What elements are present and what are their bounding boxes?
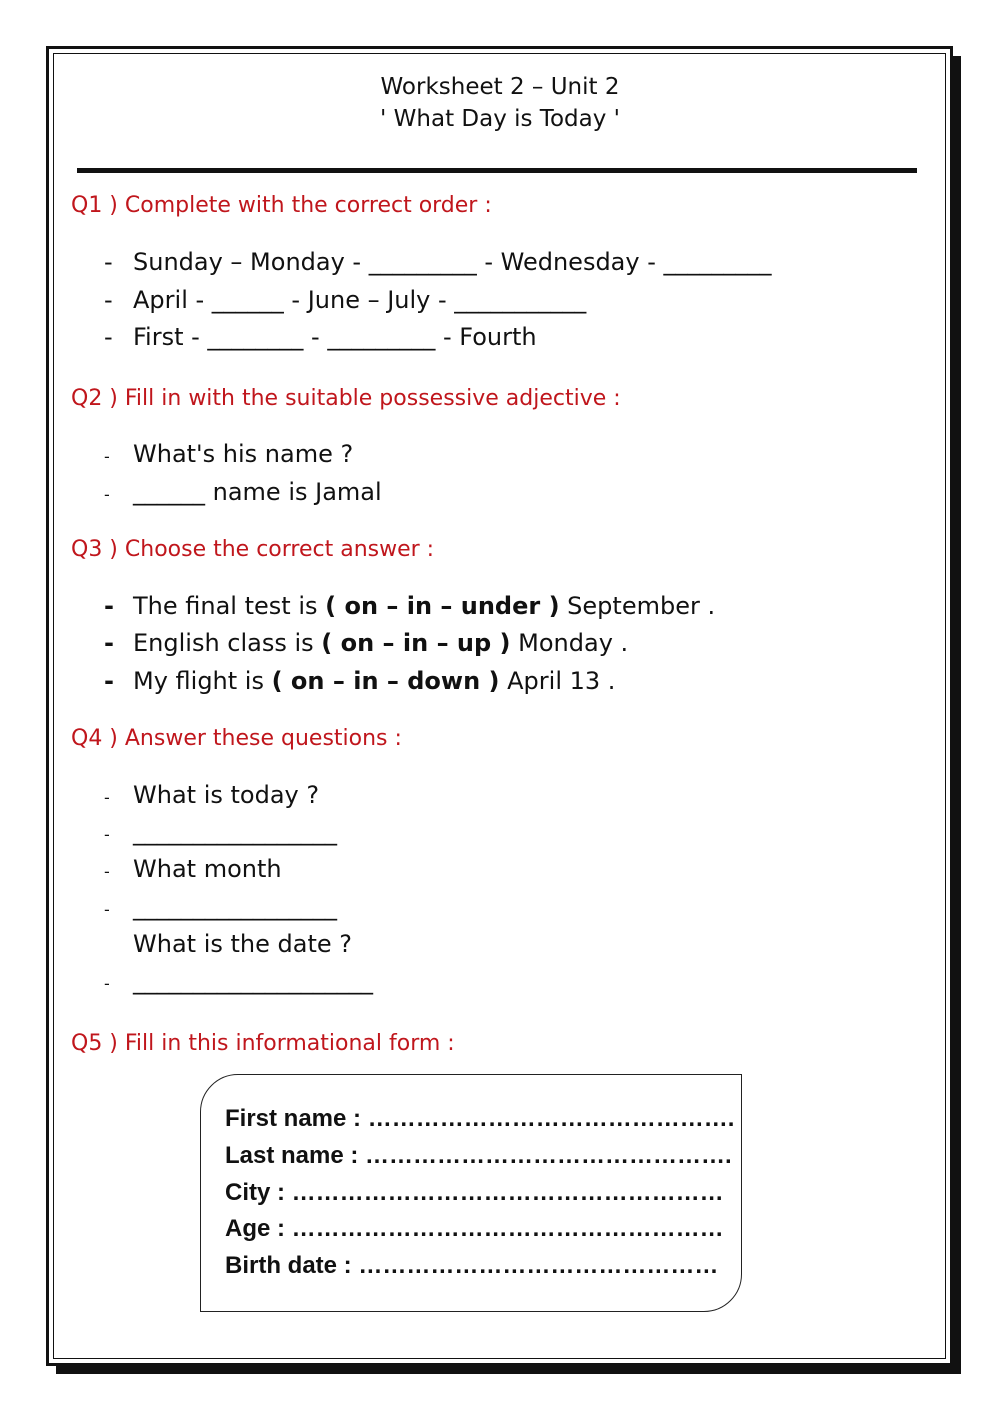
- q1-text-2: April - ______ - June – July - ___________: [133, 286, 587, 314]
- q1-text-1: Sunday – Monday - _________ - Wednesday - _________: [133, 248, 772, 276]
- q5-heading: Q5 ) Fill in this informational form :: [71, 1031, 455, 1056]
- q4-line-2: - _________________: [104, 818, 337, 846]
- q2-heading: Q2 ) Fill in with the suitable possessive adjective :: [71, 386, 621, 411]
- q3-item-1-text: The final test is: [133, 592, 326, 620]
- q2-line-1: - What's his name ?: [104, 440, 354, 468]
- form-birth-date[interactable]: Birth date : ………………………………………: [225, 1252, 719, 1279]
- q4-line-5: [133, 930, 352, 958]
- form-first-name[interactable]: First name : ……………………………………….: [225, 1105, 735, 1132]
- q4-text-1: What is today ?: [133, 781, 320, 809]
- q4-line-1: - What is today ?: [104, 781, 320, 809]
- worksheet-title: Worksheet 2 – Unit 2: [380, 74, 620, 100]
- q3-item-3-options: ( on – in – down ): [271, 667, 500, 695]
- q3-item-3-text: My flight is: [133, 667, 272, 695]
- form-last-name[interactable]: Last name : ……………………………………….: [225, 1142, 732, 1169]
- q3-item-2-options: ( on – in – up ): [321, 629, 511, 657]
- q2-text-1: What's his name ?: [133, 440, 354, 468]
- q1-line-1: - Sunday – Monday - _________ - Wednesday - _________: [104, 248, 772, 276]
- q1-line-2: - April - ______ - June – July - ___________: [104, 286, 587, 314]
- q3-item-1-end: September .: [559, 592, 716, 620]
- q4-line-3: - What month: [104, 855, 282, 883]
- q3-item-1: - The final test is ( on – in – under ) September .: [104, 592, 716, 620]
- q3-item-3-end: April 13 .: [499, 667, 616, 695]
- worksheet-subtitle: ' What Day is Today ': [380, 106, 620, 132]
- q2-text-2: ______ name is Jamal: [133, 478, 382, 506]
- q2-line-2: - ______ name is Jamal: [104, 478, 382, 506]
- q4-text-6: ____________________: [133, 967, 373, 995]
- q3-item-2-end: Monday .: [510, 629, 629, 657]
- q1-heading: Q1 ) Complete with the correct order :: [71, 193, 492, 218]
- q4-heading: Q4 ) Answer these questions :: [71, 726, 402, 751]
- q3-item-2-text: English class is: [133, 629, 322, 657]
- q3-item-2: - English class is ( on – in – up ) Monday .: [104, 629, 629, 657]
- form-age[interactable]: Age : ………………………………………………: [225, 1215, 724, 1242]
- q4-text-2: _________________: [133, 818, 337, 846]
- q4-line-4: - _________________: [104, 893, 337, 921]
- q3-item-1-options: ( on – in – under ): [325, 592, 560, 620]
- q1-text-3: First - ________ - _________ - Fourth: [133, 323, 537, 351]
- q3-heading: Q3 ) Choose the correct answer :: [71, 537, 435, 562]
- q1-line-3: - First - ________ - _________ - Fourth: [104, 323, 537, 351]
- q4-line-6: - ____________________: [104, 967, 373, 995]
- form-city[interactable]: City : ………………………………………………: [225, 1179, 724, 1206]
- q4-text-4: _________________: [133, 893, 337, 921]
- q4-text-3: What month: [133, 855, 282, 883]
- header-divider: [77, 168, 917, 173]
- q3-item-3: - My flight is ( on – in – down ) April 13 .: [104, 667, 616, 695]
- q4-text-5: What is the date ?: [133, 930, 352, 958]
